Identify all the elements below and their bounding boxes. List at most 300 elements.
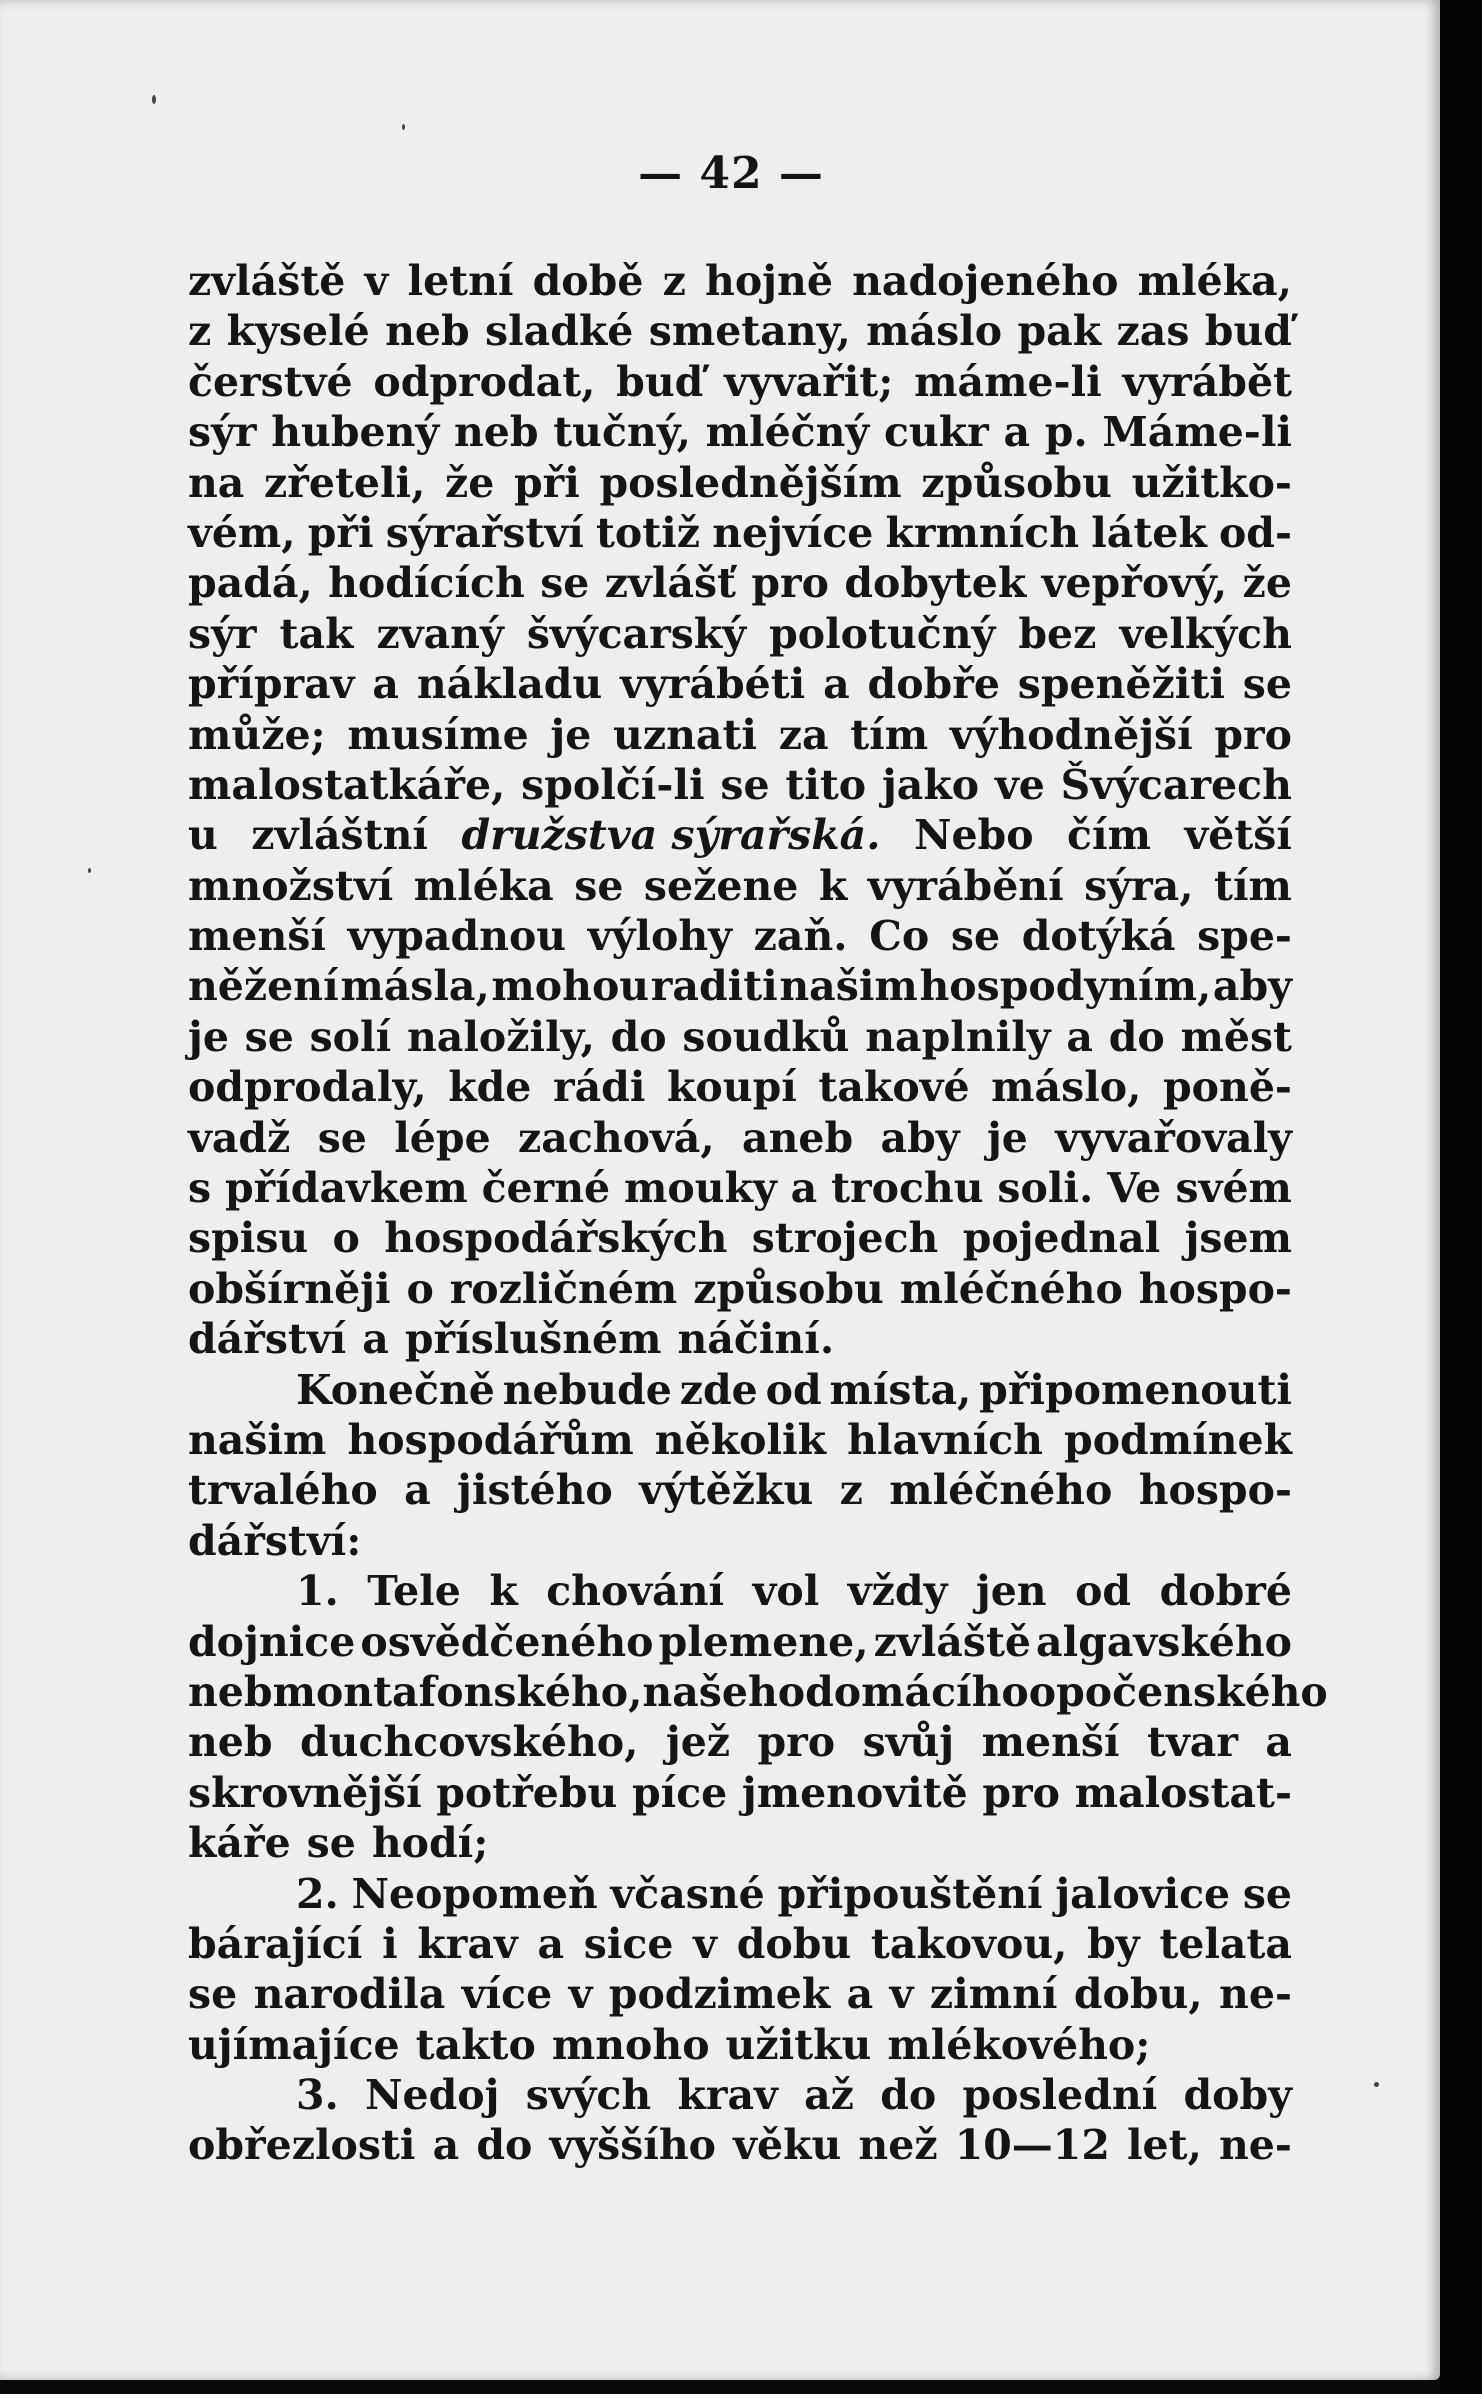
word: sežene xyxy=(643,861,799,910)
text-line xyxy=(188,306,1292,356)
word: se xyxy=(720,760,770,809)
word: vyvařovaly xyxy=(1055,1113,1292,1162)
word: nadojeného xyxy=(852,257,1119,305)
word: kyselé xyxy=(226,307,370,356)
word: hojně xyxy=(705,257,833,305)
word: dobu xyxy=(736,1919,852,1968)
word: a xyxy=(372,660,399,709)
text-line xyxy=(188,609,1292,659)
word: pojednal xyxy=(962,1214,1161,1263)
word: dojnice xyxy=(188,1617,356,1666)
word: zvláštní xyxy=(251,811,428,860)
word: jalovice xyxy=(1055,1869,1231,1918)
word: solí xyxy=(309,1012,392,1061)
text-line xyxy=(188,458,1292,508)
word: domácího xyxy=(805,1667,1029,1716)
word: do xyxy=(610,1012,667,1061)
word: hodících xyxy=(328,559,525,608)
word: velkých xyxy=(1119,609,1292,658)
text-line xyxy=(188,1012,1292,1062)
word: nebude xyxy=(502,1365,672,1414)
word: vyrábéti xyxy=(620,660,806,709)
word: vyrábění xyxy=(867,861,1064,910)
word: káře xyxy=(188,1819,291,1868)
word: uznati xyxy=(613,710,757,759)
word: musíme xyxy=(347,710,529,759)
word: narodila xyxy=(253,1970,446,2019)
word: se xyxy=(950,912,1001,961)
emphasized-word: družstva sýrařská. xyxy=(461,811,881,860)
word: věku xyxy=(733,2121,842,2170)
word: osvědčeného xyxy=(360,1617,654,1666)
word: a xyxy=(1066,1012,1093,1061)
word: obřezlosti xyxy=(188,2121,416,2170)
word: takovou, xyxy=(870,1919,1068,1968)
word: v xyxy=(568,1970,593,2019)
word: výtěžku xyxy=(639,1466,814,1515)
text-line xyxy=(188,1516,1292,1566)
word: více xyxy=(461,1970,553,2019)
word: při xyxy=(514,458,580,507)
text-line xyxy=(188,1113,1292,1163)
word: naložily, xyxy=(406,1012,595,1061)
word: pak xyxy=(1017,307,1102,356)
word: neb xyxy=(188,1667,273,1716)
word: u xyxy=(188,811,218,860)
word: jež xyxy=(665,1718,731,1767)
word: zas xyxy=(1116,307,1190,356)
word: Švýcarech xyxy=(1060,760,1292,809)
word: se xyxy=(306,1819,356,1868)
word: spe- xyxy=(1197,912,1292,961)
word: vyššího xyxy=(549,2121,717,2170)
word: vypadnou xyxy=(347,912,567,961)
word: kde xyxy=(448,1063,532,1112)
word: hospo- xyxy=(1138,1466,1292,1515)
word: máslo xyxy=(866,307,1003,356)
word: při xyxy=(307,508,374,557)
word: hubený xyxy=(271,408,440,457)
text-line xyxy=(188,1869,1292,1919)
word: bárající xyxy=(188,1919,363,1968)
scan-border xyxy=(1440,0,1482,2394)
word: náčiní. xyxy=(677,1315,835,1364)
word: do xyxy=(1108,1012,1165,1061)
word: něžení xyxy=(188,962,339,1011)
word: mohou xyxy=(491,962,650,1011)
paper-speck xyxy=(152,95,156,104)
word: v xyxy=(693,1919,717,1968)
text-line xyxy=(188,911,1292,961)
word: způsobu xyxy=(693,1264,884,1313)
word: než xyxy=(858,2121,938,2170)
word: montafonského, xyxy=(272,1667,643,1716)
text-line xyxy=(188,1365,1292,1415)
word: jsem xyxy=(1184,1214,1292,1263)
word: krav xyxy=(417,1919,518,1968)
text-line xyxy=(188,558,1292,608)
text-line xyxy=(188,1969,1292,2019)
word: dářství xyxy=(188,1315,347,1364)
word: a xyxy=(823,660,850,709)
word: Nedoj xyxy=(365,2071,500,2120)
word: zvlášť xyxy=(604,559,736,608)
word: vepřový, xyxy=(1041,559,1228,608)
word: Nebo xyxy=(913,811,1034,860)
text-line xyxy=(188,1465,1292,1515)
word: ujímajíce xyxy=(188,2020,400,2069)
word: nejvíce xyxy=(712,508,874,557)
word: svých xyxy=(525,2071,652,2120)
word: že xyxy=(445,458,495,507)
word: sice xyxy=(583,1919,674,1968)
word: jistého xyxy=(457,1466,613,1515)
word: podzimek xyxy=(608,1970,831,2019)
word: sýra, xyxy=(1084,861,1194,910)
word: čím xyxy=(1067,811,1151,860)
word: odprodaly, xyxy=(188,1063,427,1112)
text-line xyxy=(188,1768,1292,1818)
word: pro xyxy=(1214,710,1292,759)
word: dobu, xyxy=(1073,1970,1203,2019)
word: odprodat, xyxy=(373,357,596,406)
word: sýr xyxy=(188,408,257,457)
word: letní xyxy=(407,257,514,305)
word: tučný, xyxy=(553,408,691,457)
word: připouštění xyxy=(777,1869,1043,1918)
word: algavského xyxy=(1036,1617,1292,1666)
word: soudků xyxy=(682,1012,850,1061)
word: tvar xyxy=(1147,1718,1238,1767)
text-line xyxy=(188,407,1292,457)
word: 1. xyxy=(296,1567,339,1616)
word: speněžiti xyxy=(1017,660,1225,709)
word: strojech xyxy=(751,1214,939,1263)
word: másla, xyxy=(340,962,490,1011)
word: měst xyxy=(1180,1012,1292,1061)
word: užitku xyxy=(725,2020,872,2069)
word: poslednějším xyxy=(599,458,902,507)
word: je xyxy=(550,710,592,759)
word: vždy xyxy=(847,1567,948,1616)
word: hodí; xyxy=(371,1819,489,1868)
word: hospo- xyxy=(1138,1264,1292,1313)
word: plemene, xyxy=(658,1617,869,1666)
text-line xyxy=(188,1717,1292,1767)
word: a xyxy=(846,1970,874,2019)
word: s xyxy=(188,1164,212,1213)
text-line xyxy=(188,2070,1292,2120)
word: a xyxy=(790,1164,818,1213)
word: padá, xyxy=(188,559,313,608)
word: pro xyxy=(982,1768,1060,1817)
word: se xyxy=(188,1970,238,2019)
word: vém, xyxy=(188,508,296,557)
word: tím xyxy=(850,710,929,759)
word: z xyxy=(839,1466,863,1515)
text-line xyxy=(188,1617,1292,1667)
word: potřebu xyxy=(436,1768,618,1817)
word: vadž xyxy=(188,1113,291,1162)
word: podmínek xyxy=(1064,1415,1292,1464)
word: od xyxy=(765,1365,822,1414)
text-line xyxy=(188,357,1292,407)
word: obšírněji xyxy=(188,1264,391,1313)
word: a xyxy=(362,1315,389,1364)
word: chování xyxy=(546,1567,725,1616)
word: rádi xyxy=(552,1063,646,1112)
word: množství xyxy=(188,861,394,910)
word: dářství: xyxy=(188,1516,362,1565)
word: malostat- xyxy=(1074,1768,1292,1817)
text-line xyxy=(188,810,1292,860)
word: malostatkáře, xyxy=(188,760,506,809)
paper-speck xyxy=(402,124,405,130)
word: koupí xyxy=(667,1063,797,1112)
word: z xyxy=(662,257,686,305)
word: by xyxy=(1087,1919,1140,1968)
text-line xyxy=(188,659,1292,709)
word: a xyxy=(1265,1718,1292,1767)
word: trochu xyxy=(831,1164,984,1213)
word: v xyxy=(364,257,389,305)
word: tito xyxy=(785,760,867,809)
paper-speck xyxy=(1374,2082,1379,2087)
word: výlohy xyxy=(587,912,732,961)
word: švýcarský xyxy=(526,609,747,658)
word: příslušném xyxy=(404,1315,662,1364)
word: Ve svém xyxy=(1107,1164,1292,1213)
word: ne- xyxy=(1218,2121,1292,2170)
word: o xyxy=(332,1214,360,1263)
word: zde xyxy=(679,1365,758,1414)
word: že xyxy=(1242,559,1292,608)
word: způsobu xyxy=(921,458,1112,507)
word: hospodyním, xyxy=(919,962,1212,1011)
word: máme-li xyxy=(914,357,1102,406)
word: přídavkem xyxy=(224,1164,468,1213)
word: výhodnější xyxy=(949,710,1193,759)
word: takto xyxy=(415,2020,536,2069)
word: našim xyxy=(188,1415,327,1464)
word: zvláště xyxy=(188,257,346,305)
word: mléčného xyxy=(889,1466,1113,1515)
word: krav xyxy=(677,2071,778,2120)
word: látek xyxy=(1091,508,1207,557)
text-line xyxy=(188,1213,1292,1263)
word: raditi xyxy=(650,962,778,1011)
text-line xyxy=(188,1163,1292,1213)
word: naplnily xyxy=(865,1012,1051,1061)
word: mléka xyxy=(413,861,554,910)
word: za xyxy=(778,710,829,759)
word: let, xyxy=(1126,2121,1202,2170)
word: od xyxy=(1075,1567,1132,1616)
word: mléčný xyxy=(705,408,870,457)
word: z xyxy=(188,307,212,356)
word: jmenovitě xyxy=(741,1768,968,1817)
word: do xyxy=(476,2121,533,2170)
word: aneb xyxy=(742,1113,854,1162)
text-line xyxy=(188,1415,1292,1465)
word: totiž xyxy=(595,508,701,557)
word: a xyxy=(404,1466,431,1515)
word: našim xyxy=(779,962,918,1011)
word: a xyxy=(432,2121,460,2170)
word: duchcovského, xyxy=(300,1718,639,1767)
word: smetany, xyxy=(648,307,851,356)
word: mlékového; xyxy=(887,2020,1151,2069)
text-line xyxy=(188,1314,1292,1364)
word: máslo, xyxy=(991,1063,1142,1112)
text-line xyxy=(188,961,1292,1011)
text-line xyxy=(188,1667,1328,1717)
word: buď xyxy=(616,357,704,406)
word: mléka, xyxy=(1137,257,1292,305)
word: Neopomeň xyxy=(351,1869,598,1918)
word: neb xyxy=(453,408,539,457)
word: 10—12 xyxy=(954,2121,1110,2170)
word: telata xyxy=(1159,1919,1292,1968)
word: zvaný xyxy=(376,609,504,658)
word: k xyxy=(818,861,848,910)
word: hlavních xyxy=(847,1415,1043,1464)
word: o xyxy=(406,1264,434,1313)
word: ne- xyxy=(1219,1970,1292,2019)
word: polotučný xyxy=(769,609,996,658)
word: v xyxy=(889,1970,914,2019)
word: hospodářům xyxy=(347,1415,634,1464)
word: užitko- xyxy=(1131,458,1292,507)
word: 3. xyxy=(296,2071,339,2120)
word: zaň. xyxy=(753,912,848,961)
word: takové xyxy=(818,1063,970,1112)
word: skrovnější xyxy=(188,1768,422,1817)
word: hospodářských xyxy=(384,1214,728,1263)
word: větší xyxy=(1184,811,1292,860)
word: zvláště xyxy=(873,1617,1031,1666)
word: a xyxy=(537,1919,565,1968)
word: několik xyxy=(654,1415,827,1464)
word: píce xyxy=(631,1768,728,1817)
word: poně- xyxy=(1163,1063,1292,1112)
word: příprav xyxy=(188,660,355,709)
body-text xyxy=(188,256,1328,2171)
word: dobré xyxy=(1159,1567,1292,1616)
word: je xyxy=(986,1113,1028,1162)
word: sýr xyxy=(188,609,257,658)
word: době xyxy=(532,257,644,305)
word: zřeteli, xyxy=(263,458,426,507)
word: vyvařit; xyxy=(724,357,894,406)
word: poslední xyxy=(962,2071,1158,2120)
word: nákladu xyxy=(416,660,603,709)
word: se xyxy=(574,861,624,910)
word: menší xyxy=(188,912,326,961)
word: i xyxy=(382,1919,398,1968)
word: se xyxy=(244,1012,294,1061)
word: neb xyxy=(385,307,470,356)
word: zimní xyxy=(929,1970,1058,2019)
word: soli. xyxy=(997,1164,1094,1213)
paper-speck xyxy=(88,868,91,873)
text-line xyxy=(188,256,1292,306)
word: tím xyxy=(1214,861,1292,910)
word: se xyxy=(1242,660,1292,709)
word: trvalého xyxy=(188,1466,378,1515)
text-line xyxy=(188,1062,1292,1112)
word: mnoho xyxy=(551,2020,710,2069)
word: Konečně xyxy=(296,1365,495,1414)
word: lépe xyxy=(394,1113,491,1162)
text-line xyxy=(188,2020,1292,2070)
word: opočenského xyxy=(1028,1667,1328,1716)
word: jen xyxy=(975,1567,1047,1616)
word: spolčí-li xyxy=(521,760,705,809)
word: sladké xyxy=(485,307,634,356)
text-line xyxy=(188,2120,1292,2170)
word: mléčného xyxy=(899,1264,1123,1313)
word: doby xyxy=(1183,2071,1292,2120)
word: neb xyxy=(188,1718,273,1767)
page-number: — 42 — xyxy=(638,148,824,199)
word: černé xyxy=(481,1164,611,1213)
word: místa, xyxy=(829,1365,972,1414)
word: spisu xyxy=(188,1214,309,1263)
text-line xyxy=(188,508,1292,558)
text-line xyxy=(188,1566,1292,1616)
word: aby xyxy=(880,1113,960,1162)
word: dobytek xyxy=(844,559,1027,608)
word: sýrařství xyxy=(385,508,584,557)
word: pro xyxy=(757,1718,836,1767)
word: zachová, xyxy=(518,1113,715,1162)
text-line xyxy=(188,760,1292,810)
word: svůj xyxy=(862,1718,955,1767)
word: do xyxy=(880,2071,937,2120)
text-line xyxy=(188,1818,1292,1868)
word: našeho xyxy=(642,1667,806,1716)
word: je xyxy=(188,1012,229,1061)
word: na xyxy=(188,458,245,507)
text-line xyxy=(188,710,1292,760)
word: čerstvé xyxy=(188,357,353,406)
word: mouky xyxy=(624,1164,777,1213)
word: se xyxy=(1242,1869,1292,1918)
word: od- xyxy=(1218,508,1292,557)
word: vyrábět xyxy=(1122,357,1292,406)
word: buď xyxy=(1204,307,1292,356)
word: dotýká xyxy=(1021,912,1176,961)
word: aby xyxy=(1212,962,1292,1011)
word: ve xyxy=(994,760,1045,809)
word: krmních xyxy=(885,508,1080,557)
word: k xyxy=(489,1567,518,1616)
word: pro xyxy=(751,559,829,608)
word: menší xyxy=(981,1718,1120,1767)
word: až xyxy=(804,2071,854,2120)
word: Tele xyxy=(367,1567,461,1616)
word: dobře xyxy=(867,660,1000,709)
text-line xyxy=(188,861,1292,911)
word: rozličném xyxy=(449,1264,678,1313)
word: se xyxy=(317,1113,367,1162)
text-line xyxy=(188,1264,1292,1314)
word: Máme-li xyxy=(1102,408,1292,457)
word: 2. xyxy=(296,1869,339,1918)
text-line xyxy=(188,1919,1292,1969)
word: může; xyxy=(188,710,326,759)
